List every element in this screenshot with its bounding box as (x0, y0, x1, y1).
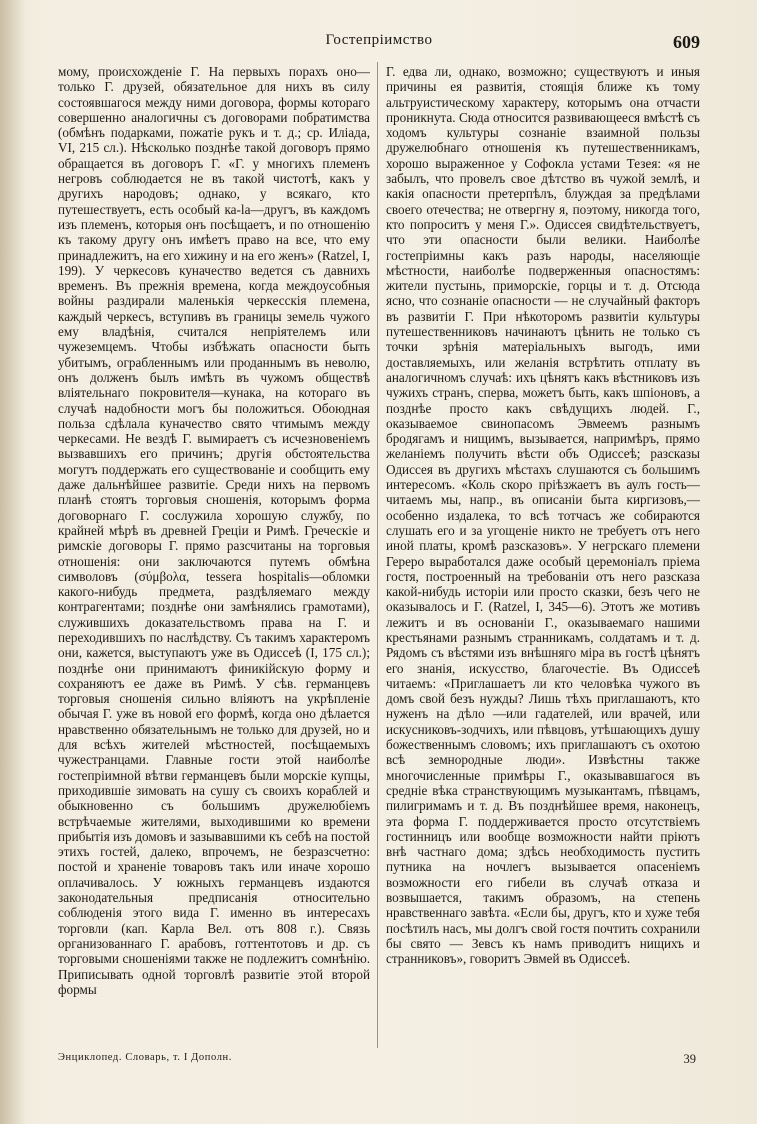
right-column (386, 64, 700, 1046)
footer-signature: Энциклопед. Словарь, т. I Дополн. (58, 1052, 232, 1063)
column-divider (377, 62, 378, 1048)
sheet-number: 39 (683, 1052, 696, 1066)
right-column-text: Г. едва ли, однако, возможно; существуютъ и иныя причины ея развитія, стоящія ближе къ тому альтруистическому характеру, которымъ она отчасти проникнута. Сюда относится развивающееся вмѣстѣ съ ходомъ культуры сознаніе взаимной пользы дружелюбнаго отношенія къ путешественникамъ, хорошо выраженное у Софокла устами Тезея: «я не забылъ, что провелъ свое дѣтство въ чужой землѣ, и какія опасности претерпѣлъ, блуждая за предѣлами своего отечества; не отвергну я, поэтому, никогда того, кто попроситъ у меня Г.». Одиссея свидѣтельствуетъ, что эти опасности были велики. Наиболѣе гостепріимны какъ разъ народы, населяющіе мѣстности, наиболѣе подверженныя опасностямъ: жители пустынь, приморскіе, горцы и т. д. Отсюда ясно, что сознаніе опасности — не случайный факторъ въ развитіи Г. При нѣкоторомъ развитіи культуры путешественниковъ начинаютъ цѣнить не только съ точки зрѣнія матеріальныхъ выгодъ, ими доставляемыхъ, или желанія встрѣтить отплату въ аналогичномъ случаѣ: ихъ цѣнятъ какъ вѣстниковъ изъ чужихъ странъ, сперва, можетъ быть, какъ шпіоновъ, а позднѣе просто какъ свѣдущихъ людей. Г., оказываемое свинопасомъ Эвмеемъ разнымъ бродягамъ и нищимъ, вызывается, напримѣръ, прямо желаніемъ получить вѣсти объ Одиссеѣ; разсказы Одиссея въ другихъ мѣстахъ слушаются съ большимъ интересомъ. «Коль скоро пріѣзжаетъ въ аулъ гость—читаемъ мы, напр., въ описаніи быта киргизовъ,—особенно издалека, то всѣ тотчасъ же собираются слушать его и за угощеніе никто не требуетъ отъ него иной платы, кромѣ разсказовъ». У негрскаго племени Гереро выработался даже особый церемоніалъ пріема гостя, построенный на требованіи отъ него разсказа какой-нибудь исторіи или просто сказки, безъ чего не оказывалось и Г. (Ratzel, I, 345—6). Этотъ же мотивъ лежитъ и въ основаніи Г., оказываемаго нашими крестьянами разнымъ странникамъ, солдатамъ и т. д. Рядомъ съ вѣстями изъ внѣшняго міра въ гостѣ цѣнятъ его знанія, искусство, благочестіе. Въ Одиссеѣ читаемъ: «Приглашаетъ ли кто человѣка чужого въ домъ свой безъ нужды? Лишь тѣхъ приглашаютъ, кто нуженъ на дѣло —или гадателей, или врачей, или искусниковъ-зодчихъ, или пѣвцовъ, утѣшающихъ душу божественнымъ словомъ; ихъ приглашаютъ съ охотою всѣ земнородные люди». Извѣстны также многочисленные примѣры Г., оказывавшагося въ средніе вѣка странствующимъ музыкантамъ, пѣвцамъ, пилигримамъ и т. д. Въ позднѣйшее время, наконецъ, эта форма Г. поддерживается просто отсутствіемъ гостинницъ или вообще возможности найти пріютъ внѣ частнаго дома; здѣсь необходимость пустить путника на ночлегъ вызывается опасеніемъ возможности его гибели въ случаѣ отказа и возвышается, такимъ образомъ, на степень нравственнаго завѣта. «Если бы, другъ, кто и хуже тебя посѣтилъ насъ, мы долгъ свой гостя почтить сохранили бы свято — Зевсъ къ намъ приводитъ нищихъ и странниковъ», говоритъ Эвмей въ Одиссеѣ. (386, 64, 700, 967)
left-column (58, 64, 370, 1046)
page-footer (58, 1052, 700, 1072)
binding-shadow (0, 0, 26, 1124)
left-column-text: мому, происхожденіе Г. На первыхъ порахъ оно—только Г. друзей, обязательное для нихъ въ силу состоявшагося между ними договора, формы котораго совершенно аналогичны съ договорами побратимства (обмѣнъ подарками, пожатіе рукъ и т. д.; ср. Иліада, VI, 215 сл.). Нѣсколько позднѣе такой договоръ прямо обращается въ договоръ Г. «Г. у многихъ племенъ негровъ соблюдается не въ такой чистотѣ, какъ у другихъ народовъ; однако, у всякаго, кто путешествуетъ, есть особый ка-la—другъ, въ каждомъ изъ племенъ, которыя онъ посѣщаетъ, и по отношенію къ такому другу онъ имѣетъ право на все, что ему принадлежитъ, на его хижину и на его женъ» (Ratzel, I, 199). У черкесовъ куначество ведется съ давнихъ временъ. Въ прежнія времена, когда междоусобныя войны раздирали маленькія черкесскія племена, каждый черкесъ, вступивъ въ границы земель чужого ему владѣнія, считался непріятелемъ или чужеземцемъ. Чтобы избѣжать опасности быть убитымъ, ограбленнымъ или проданнымъ въ неволю, онъ долженъ былъ имѣть въ чужомъ обществѣ вліятельнаго покровителя—кунака, на котораго въ случаѣ надобности могъ бы положиться. Обоюдная польза сдѣлала куначество свято чтимымъ между черкесами. Не вездѣ Г. вымираетъ съ исчезновеніемъ вызвавшихъ его причинъ; другія обстоятельства могутъ поддержать его существованіе и сообщить ему даже дальнѣйшее развитіе. Среди нихъ на первомъ планѣ стоятъ торговыя сношенія, которымъ форма договорнаго Г. сослужила хорошую службу, по крайней мѣрѣ въ древней Греціи и Римѣ. Греческіе и римскіе договоры Г. прямо разсчитаны на торговыя отношенія: они заключаются путемъ обмѣна символовъ (σύμβολα, tessera hospitalis—обломки какого-нибудь предмета, раздѣляемаго между контрагентами; позднѣе они замѣнялись грамотами), служившихъ доказательствомъ права на Г. и переходившихъ по наслѣдству. Съ такимъ характеромъ они, кажется, выступаютъ уже въ Одиссеѣ (I, 175 сл.); позднѣе они принимаютъ финикійскую форму и сохраняютъ ее даже въ Римѣ. У сѣв. германцевъ торговыя сношенія сильно вліяютъ на укрѣпленіе обычая Г. уже въ новой его формѣ, когда оно дѣлается нравственно обязательнымъ не только для друзей, но и для всѣхъ жителей мѣстностей, посѣщаемыхъ чужестранцами. Главные гости этой наиболѣе гостепріимной вѣтви германцевъ были морскіе купцы, приходившіе зимовать на сушу съ своихъ кораблей и обыкновенно съ большимъ дружелюбіемъ встрѣчаемые жителями, выходившими ко времени прибытія изъ домовъ и зазывавшими къ себѣ на постой этихъ гостей, далеко, впрочемъ, не безразсчетно: постой и храненіе товаровъ такъ или иначе хорошо оплачивалось. У южныхъ германцевъ издаются законодательныя предписанія относительно соблюденія этого вида Г. именно въ интересахъ торговли (кап. Карла Вел. отъ 808 г.). Связь организованнаго Г. арабовъ, готтентотовъ и др. съ торговыми сношеніями также не подлежитъ сомнѣнію. Приписывать одной торговлѣ развитіе этой второй формы (58, 64, 370, 997)
running-title: Гостепріимство (325, 32, 433, 48)
page-number: 609 (673, 32, 700, 52)
running-head (58, 32, 700, 56)
